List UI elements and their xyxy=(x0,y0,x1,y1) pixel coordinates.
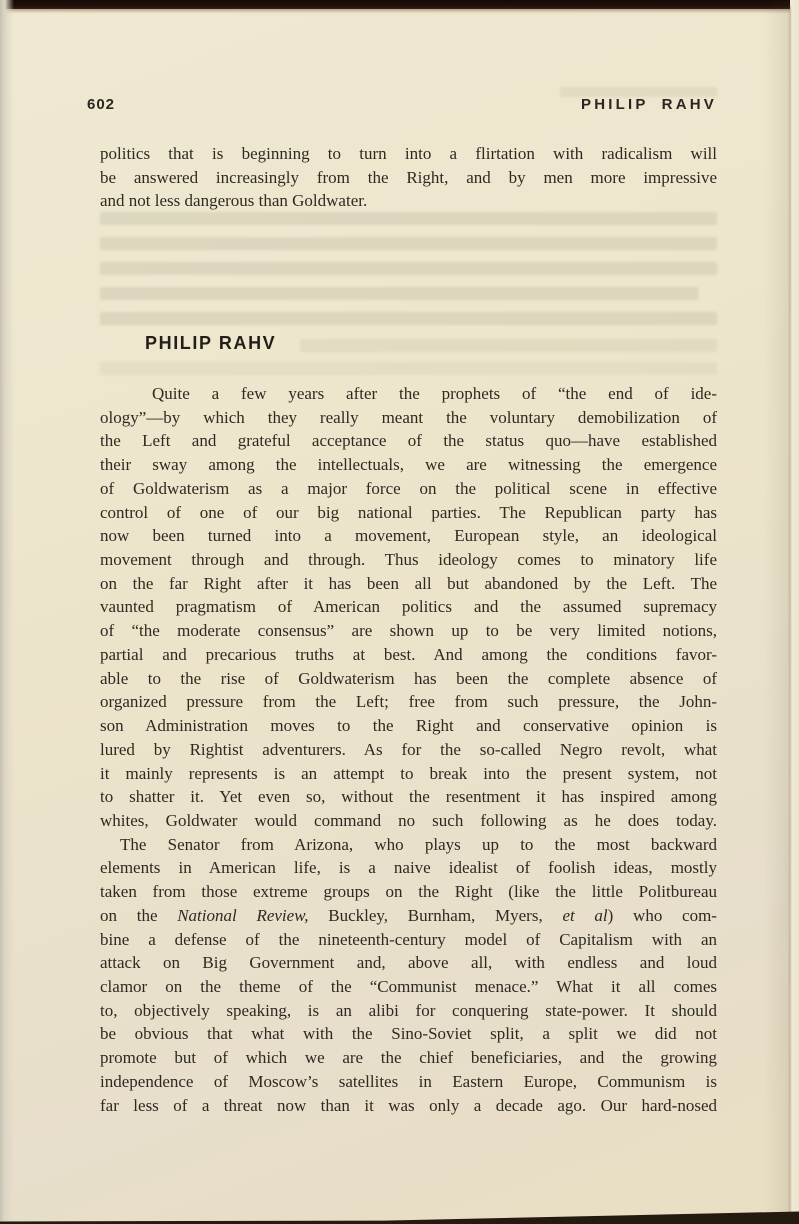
section-heading: PHILIP RAHV xyxy=(145,333,277,353)
text-segment: son Administration moves to the Right and conservative opinion is xyxy=(100,716,717,736)
text-segment: control of one of our big national parties. The Republican party has xyxy=(100,502,717,522)
text-line xyxy=(100,501,717,525)
text-line xyxy=(100,714,717,738)
text-segment: movement through and through. Thus ideology comes to minatory life xyxy=(100,550,717,570)
text-segment: be obvious that what with the Sino-Soviet split, a split we did not xyxy=(100,1024,717,1044)
text-line xyxy=(100,738,717,762)
text-segment: and not less dangerous than Goldwater. xyxy=(100,191,368,211)
text-segment: to shatter it. Yet even so, without the resentment it has inspired among xyxy=(100,787,717,807)
bleedthrough-ghost xyxy=(100,362,717,375)
text-line xyxy=(100,833,717,857)
text-segment: organized pressure from the Left; free from such pressure, the John- xyxy=(100,692,717,712)
text-segment: their sway among the intellectuals, we are witnessing the emergence xyxy=(100,455,717,475)
text-segment: able to the rise of Goldwaterism has been the complete absence of xyxy=(100,668,717,688)
text-segment: on the far Right after it has been all but abandoned by the Left. The xyxy=(100,573,717,593)
text-segment: on the xyxy=(100,905,178,925)
text-segment: to, objectively speaking, is an alibi for conquering state-power. It should xyxy=(100,1000,717,1020)
bleedthrough-ghost xyxy=(100,287,698,300)
text-line xyxy=(100,690,717,714)
article-text-block xyxy=(100,382,717,1117)
carryover-text-block xyxy=(100,142,717,213)
bleedthrough-ghost xyxy=(100,237,717,250)
text-line xyxy=(100,762,717,786)
text-line xyxy=(100,667,717,691)
text-line xyxy=(100,619,717,643)
text-segment: now been turned into a movement, European style, an ideological xyxy=(100,526,717,546)
scan-left-edge xyxy=(0,0,14,1224)
text-line xyxy=(100,1022,717,1046)
text-line xyxy=(100,999,717,1023)
text-line xyxy=(100,904,717,928)
text-line xyxy=(100,880,717,904)
text-line xyxy=(100,142,717,166)
paragraph-2 xyxy=(100,833,717,1118)
scan-bottom-edge xyxy=(0,1208,799,1224)
text-line xyxy=(100,382,717,406)
text-line xyxy=(100,856,717,880)
page-number: 602 xyxy=(87,96,116,113)
text-segment: lured by Rightist adventurers. As for the so-called Negro revolt, what xyxy=(100,739,717,759)
text-segment: of “the moderate consensus” are shown up to be very limited notions, xyxy=(100,621,717,641)
text-line xyxy=(100,572,717,596)
text-segment: elements in American life, is a naive idealist of foolish ideas, mostly xyxy=(100,858,717,878)
text-segment: far less of a threat now than it was only a decade ago. Our hard-nosed xyxy=(100,1095,717,1115)
text-segment: independence of Moscow’s satellites in Eastern Europe, Communism is xyxy=(100,1071,717,1091)
text-segment: attack on Big Government and, above all, with endless and loud xyxy=(100,953,717,973)
text-segment: clamor on the theme of the “Communist menace.” What it all comes xyxy=(100,976,717,996)
text-line xyxy=(100,453,717,477)
text-line xyxy=(100,785,717,809)
italic-text: National Review, xyxy=(177,905,309,925)
text-segment: ology”—by which they really meant the voluntary demobilization of xyxy=(100,407,717,427)
text-line xyxy=(100,1094,717,1118)
text-line xyxy=(100,406,717,430)
text-segment: promote but of which we are the chief beneficiaries, and the growing xyxy=(100,1048,717,1068)
text-line xyxy=(100,928,717,952)
text-line xyxy=(100,595,717,619)
text-segment: taken from those extreme groups on the Right (like the little Politbureau xyxy=(100,882,717,902)
text-line xyxy=(100,429,717,453)
paragraph-1 xyxy=(100,382,717,833)
text-segment: Buckley, Burnham, Myers, xyxy=(308,905,563,925)
carryover-paragraph xyxy=(100,142,717,213)
text-line xyxy=(100,1046,717,1070)
scan-right-band xyxy=(790,0,799,1224)
italic-text: et al xyxy=(562,905,608,925)
text-line xyxy=(100,166,717,190)
text-segment: whites, Goldwater would command no such following as he does today. xyxy=(100,810,717,830)
text-segment: it mainly represents is an attempt to break into the present system, not xyxy=(100,763,717,783)
text-segment: politics that is beginning to turn into a flirtation with radicalism will xyxy=(100,144,717,163)
text-segment: Quite a few years after the prophets of “the end of ide- xyxy=(152,384,717,403)
text-line xyxy=(100,189,717,213)
text-segment: The Senator from Arizona, who plays up to the most backward xyxy=(120,834,717,854)
text-segment: ) who com- xyxy=(607,905,717,925)
text-segment: bine a defense of the nineteenth-century model of Capitalism with an xyxy=(100,929,717,949)
text-segment: partial and precarious truths at best. And among the conditions favor- xyxy=(100,644,717,664)
text-line xyxy=(100,477,717,501)
text-line xyxy=(100,809,717,833)
scan-top-edge xyxy=(0,0,799,9)
text-line xyxy=(100,548,717,572)
text-line xyxy=(100,975,717,999)
text-line xyxy=(100,951,717,975)
text-segment: of Goldwaterism as a major force on the political scene in effective xyxy=(100,478,717,498)
bleedthrough-ghost xyxy=(100,262,717,275)
scan-right-crease xyxy=(789,6,791,1220)
text-line xyxy=(100,643,717,667)
bleedthrough-ghost xyxy=(100,212,717,225)
text-line xyxy=(100,1070,717,1094)
bleedthrough-ghost xyxy=(100,312,717,325)
text-segment: vaunted pragmatism of American politics and the assumed supremacy xyxy=(100,597,717,617)
text-line xyxy=(100,524,717,548)
text-segment: the Left and grateful acceptance of the status quo—have established xyxy=(100,431,717,451)
text-segment: be answered increasingly from the Right, and by men more impressive xyxy=(100,167,717,187)
running-header: PHILIP RAHV xyxy=(581,96,717,113)
bleedthrough-ghost xyxy=(300,339,717,352)
scan-right-shadow xyxy=(763,0,789,1224)
